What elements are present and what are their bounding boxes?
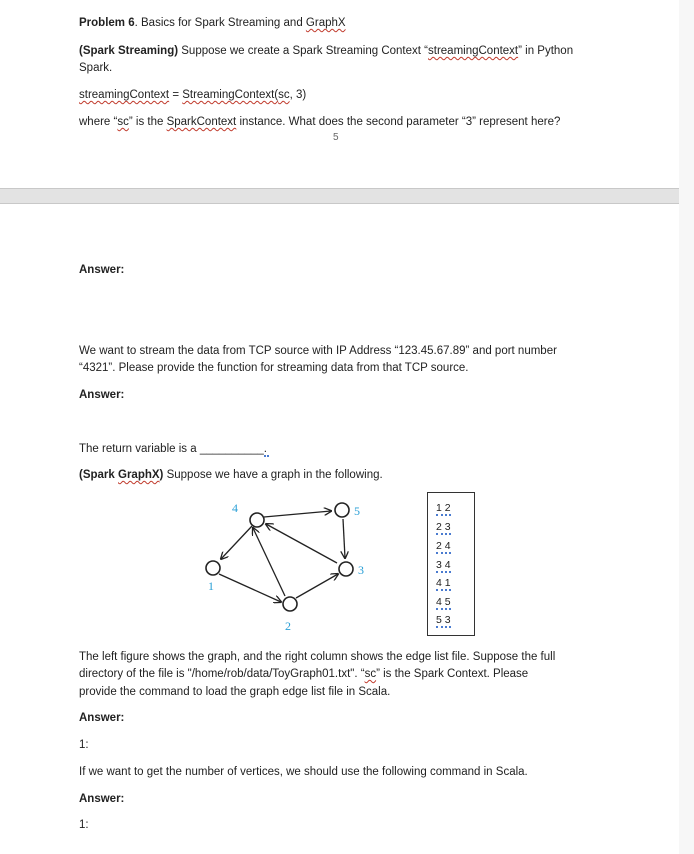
figure-desc-line3: provide the command to load the graph edge list file in Scala. [79,686,391,698]
streaming-intro-end: ” in Python [518,45,574,57]
answer-label-1: Answer: [79,264,125,276]
where-text-1: where “ [79,116,118,128]
edge-list-row-text: 2 4 [436,540,451,552]
answer-label-4: Answer: [79,793,125,805]
edge-list-row [436,502,451,516]
graph-node-3 [339,562,353,576]
streaming-intro-bold: (Spark Streaming) [79,45,179,57]
page-margin [679,0,694,854]
page-number: 5 [333,132,339,143]
edge-list-row-text: 3 4 [436,559,451,571]
edge-list-row-text: 4 5 [436,596,451,608]
streaming-intro [79,43,573,60]
figure-desc-line1: The left figure shows the graph, and the right column shows the edge list file. Suppose the full [79,651,556,663]
answer-number-1[interactable]: 1: [79,739,89,751]
edge-1-2 [219,574,281,602]
edge-list-row-text: 2 3 [436,521,451,533]
graphx-intro [79,467,383,484]
edge-2-4 [253,528,285,596]
edge-list-row-text: 4 1 [436,577,451,589]
return-variable-line [79,441,267,458]
edge-list-row-text: 5 3 [436,614,451,626]
figure-desc-line2-b: ” is the Spark Context. Please [376,668,529,680]
edge-list-row [436,540,451,554]
figure-desc-sc: sc [364,668,377,680]
graph-node-label-2: 2 [285,619,291,633]
figure-desc-line2 [79,666,528,683]
where-text-2: ” is the [128,116,167,128]
code-sc: sc [278,89,290,101]
graphx-bold-1: (Spark [79,469,118,481]
streaming-where-line [79,114,560,131]
edge-list-row [436,559,451,573]
problem-heading-graphx: GraphX [305,17,346,29]
where-text-3: instance. What does the second parameter “3” represent here? [236,116,561,128]
graph-node-5 [335,503,349,517]
graph-node-1 [206,561,220,575]
graph-node-label-3: 3 [358,563,364,577]
graph-node-label-1: 1 [208,579,214,593]
edge-list-box [427,492,475,636]
edge-list-row [436,521,451,535]
problem-heading [79,15,346,32]
graph-node-label-5: 5 [354,504,360,518]
return-variable-dot: . [263,443,267,455]
answer-label-2: Answer: [79,389,125,401]
graph-figure [190,492,390,640]
graphx-bold-3: ) [159,469,164,481]
page-break [0,188,679,204]
graph-node-4 [250,513,264,527]
graphx-intro-text: Suppose we have a graph in the following. [163,469,383,481]
code-eq: = [169,89,183,101]
edge-list-row [436,577,451,591]
return-variable-text: The return variable is a [79,443,200,455]
edge-list-row [436,614,451,628]
streaming-code-line [79,87,306,104]
graphx-bold-2: GraphX [118,469,160,481]
edge-list-row-text: 1 2 [436,502,451,514]
tcp-question-line2: “4321”. Please provide the function for streaming data from that TCP source. [79,362,469,374]
problem-number: Problem 6 [79,17,135,29]
streaming-intro-line2: Spark. [79,62,113,74]
vertices-question: If we want to get the number of vertices, we should use the following command in Scala. [79,766,528,778]
code-fn: StreamingContext( [182,89,279,101]
edge-3-4 [266,524,337,563]
where-sc: sc [117,116,129,128]
tcp-question-line1: We want to stream the data from TCP source with IP Address “123.45.67.89” and port number [79,345,557,357]
problem-heading-text: . Basics for Spark Streaming and [134,17,306,29]
figure-desc-line2-a: directory of the file is "/home/rob/data/ToyGraph01.txt". “ [79,668,365,680]
graph-node-label-4: 4 [232,501,238,515]
where-sparkcontext: SparkContext [166,116,237,128]
graph-node-2 [283,597,297,611]
edge-4-5 [264,511,331,517]
edge-2-3 [296,574,338,598]
streaming-intro-ctx: streamingContext [428,45,519,57]
edge-5-3 [343,519,345,558]
code-var: streamingContext [79,89,170,101]
streaming-intro-text: Suppose we create a Spark Streaming Context “ [178,45,428,57]
edge-list-row [436,596,451,610]
answer-label-3: Answer: [79,712,125,724]
return-variable-blank[interactable]: __________ [199,443,264,455]
code-end: , 3) [289,89,307,101]
answer-number-2[interactable]: 1: [79,819,89,831]
edge-4-1 [221,526,252,559]
